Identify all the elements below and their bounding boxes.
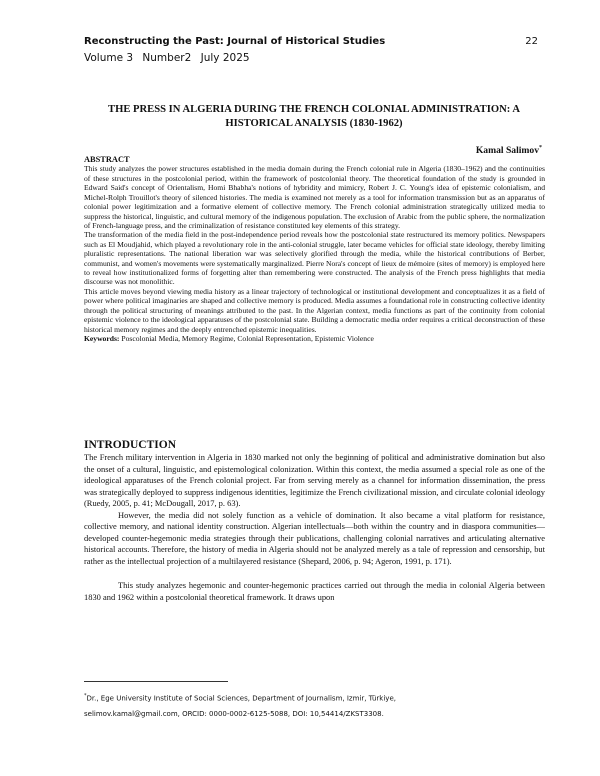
footnote-line-2: selimov.kamal@gmail.com, ORCID: 0000-0002-6125-5088, DOI: 10,54414/ZKST3308. <box>84 710 384 719</box>
volume: Volume 3 <box>84 52 134 64</box>
abstract-paragraph: This study analyzes the power structures established in the media domain during the French colonial rule in Algeria (1830–1962) and the continuities of these structures in the postcolonial period, within the framework of postcolonial theory. The theoretical foundation of the study is grounded in Edward Said's concept of Orientalism, Homi Bhabha's notions of hybridity and mimicry, Robert J. C. Young's idea of epistemic colonialism, and Michel-Rolph Trouillot's theory of silenced histories. The media is examined not merely as a tool for information transmission but as an apparatus of colonial power legitimization and a formative element of collective memory. The French colonial administration strategically utilized media to suppress the historical, linguistic, and cultural memory of the indigenous population. The exclusion of Arabic from the public sphere, the normalization of French-language press, and the criminalization of resistance constituted key elements of this strategy. <box>84 164 545 230</box>
issue-date: July 2025 <box>200 52 250 64</box>
volume-line <box>84 52 256 64</box>
body-paragraph: However, the media did not solely function as a vehicle of domination. It also became a vital platform for resistance, collective memory, and national identity construction. Algerian intellectuals—both within the country and in diaspora communities—developed counter-hegemonic media strategies through their publications, challenging colonial narratives and articulating alternative historical accounts. Therefore, the history of media in Algeria should not be analyzed merely as a tale of repression and censorship, but rather as the intellectual projection of a multilayered resistance (Shepard, 2006, p. 94; Ageron, 1991, p. 171). <box>84 509 545 566</box>
abstract-paragraph: This article moves beyond viewing media history as a linear trajectory of technological or institutional development and conceptualizes it as a field of power where political imaginaries are shaped and collective memory is produced. Media assumes a foundational role in constructing collective identity through the political structuring of meanings attributed to the past. In the Algerian context, media functions as part of the continuity from colonial epistemic violence to the ideological apparatuses of the postcolonial state. Building a democratic media order requires a critical deconstruction of these historical memory regimes and the deeply entrenched epistemic inequalities. <box>84 286 545 334</box>
footnote-mark: * <box>84 693 87 699</box>
page-number: 22 <box>525 36 538 47</box>
footnote-divider <box>84 681 228 682</box>
footnote-affiliation: Dr., Ege University Institute of Social Sciences, Department of Journalism, Izmir, Türkiye, <box>86 694 396 703</box>
abstract <box>84 155 545 343</box>
journal-title: Reconstructing the Past: Journal of Historical Studies <box>84 36 386 47</box>
issue-number: Number2 <box>142 52 192 64</box>
article-title: THE PRESS IN ALGERIA DURING THE FRENCH COLONIAL ADMINISTRATION: A HISTORICAL ANALYSIS (1830-1962) <box>108 104 520 129</box>
author-name: Kamal Salimov <box>475 145 539 157</box>
abstract-heading: ABSTRACT <box>84 155 130 164</box>
footnote <box>84 688 544 722</box>
introduction-heading: INTRODUCTION <box>84 439 177 451</box>
keywords-list: Poscolonial Media, Memory Regime, Colonial Representation, Epistemic Violence <box>121 334 374 344</box>
introduction-section <box>84 439 545 604</box>
footnote-line-1 <box>84 688 544 706</box>
keywords <box>84 334 545 343</box>
author-footnote-mark: * <box>539 145 542 151</box>
keywords-label: Keywords: <box>84 334 120 344</box>
body-paragraph: This study analyzes hegemonic and counter-hegemonic practices carried out through the media in colonial Algeria between 1830 and 1962 within a postcolonial theoretical framework. It draws upon <box>84 580 545 603</box>
body-paragraph: The French military intervention in Algeria in 1830 marked not only the beginning of political and administrative domination but also the onset of a cultural, linguistic, and epistemological colonization. Within this context, the media assumed a special role as one of the ideological apparatuses of the French colonial project. Far from serving merely as a channel for information dissemination, the press was strategically deployed to suppress indigenous identities, legitimize the French civilizational mission, and circulate colonial ideology (Ruedy, 2005, p. 41; McDougall, 2017, p. 63). <box>84 452 545 509</box>
abstract-paragraph: The transformation of the media field in the post-independence period reveals how the postcolonial state restructured its memory politics. Newspapers such as El Moudjahid, which played a revolutionary role in the anti-colonial struggle, later became vehicles for official state ideology, thereby limiting pluralistic representations. The national liberation war was selectively glorified through the media, while the historical contributions of Berber, communist, and women's movements were systematically marginalized. Pierre Nora's concept of lieux de mémoire (sites of memory) is employed here to reveal how institutionalized forms of forgetting alter than remembering were constructed. The analysis of the French press highlights that media discourse was not monolithic. <box>84 230 545 287</box>
